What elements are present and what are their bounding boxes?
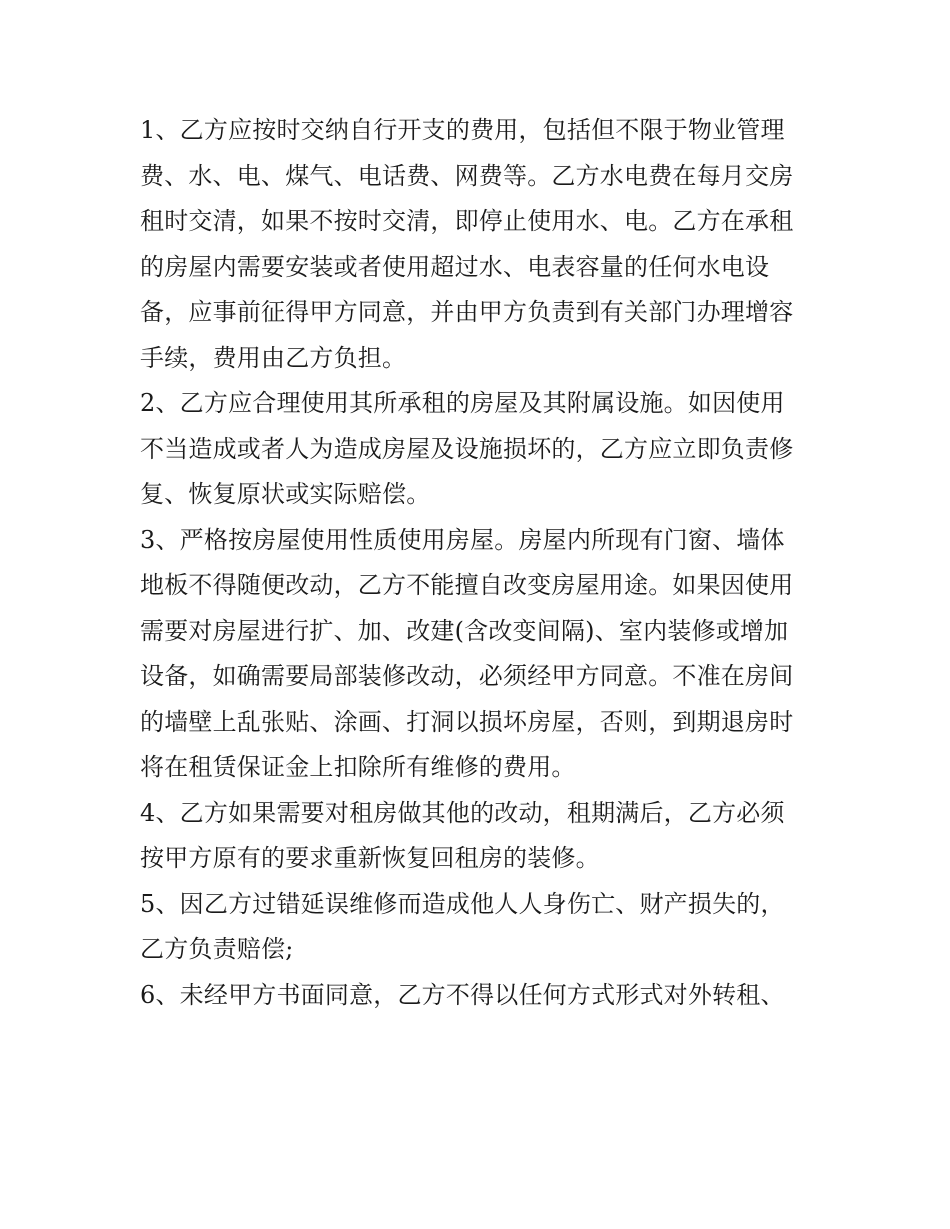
text-line-9: 复、恢复原状或实际赔偿。	[140, 480, 431, 508]
text-line-2: 费、水、电、煤气、电话费、网费等。乙方水电费在每月交房	[140, 161, 794, 190]
text-line-4: 的房屋内需要安装或者使用超过水、电表容量的任何水电设	[140, 252, 770, 281]
text-line-7: 2、乙方应合理使用其所承租的房屋及其附属设施。如因使用	[140, 389, 785, 417]
text-line-17: 按甲方原有的要求重新恢复回租房的装修。	[140, 844, 600, 872]
text-line-12: 需要对房屋进行扩、加、改建(含改变间隔)、室内装修或增加	[140, 616, 789, 645]
text-line-18: 5、因乙方过错延误维修而造成他人人身伤亡、财产损失的，	[140, 889, 785, 918]
document-body	[140, 108, 820, 1018]
text-line-13: 设备，如确需要局部装修改动，必须经甲方同意。不准在房间	[140, 662, 794, 690]
text-line-8: 不当造成或者人为造成房屋及设施损坏的，乙方应立即负责修	[140, 434, 794, 463]
text-line-5: 备，应事前征得甲方同意，并由甲方负责到有关部门办理增容	[140, 298, 794, 326]
text-line-3: 租时交清，如果不按时交清，即停止使用水、电。乙方在承租	[140, 207, 794, 235]
text-line-14: 的墙壁上乱张贴、涂画、打洞以损坏房屋，否则，到期退房时	[140, 707, 794, 736]
text-line-15: 将在租赁保证金上扣除所有维修的费用。	[140, 753, 576, 781]
text-line-10: 3、严格按房屋使用性质使用房屋。房屋内所现有门窗、墙体	[140, 525, 785, 554]
text-line-19: 乙方负责赔偿;	[140, 935, 294, 963]
text-line-1: 1、乙方应按时交纳自行开支的费用，包括但不限于物业管理	[140, 116, 785, 144]
text-line-6: 手续，费用由乙方负担。	[140, 343, 407, 372]
text-line-20: 6、未经甲方书面同意，乙方不得以任何方式形式对外转租、	[140, 980, 785, 1009]
text-line-16: 4、乙方如果需要对租房做其他的改动，租期满后，乙方必须	[140, 798, 785, 827]
text-line-11: 地板不得随便改动，乙方不能擅自改变房屋用途。如果因使用	[140, 571, 794, 599]
